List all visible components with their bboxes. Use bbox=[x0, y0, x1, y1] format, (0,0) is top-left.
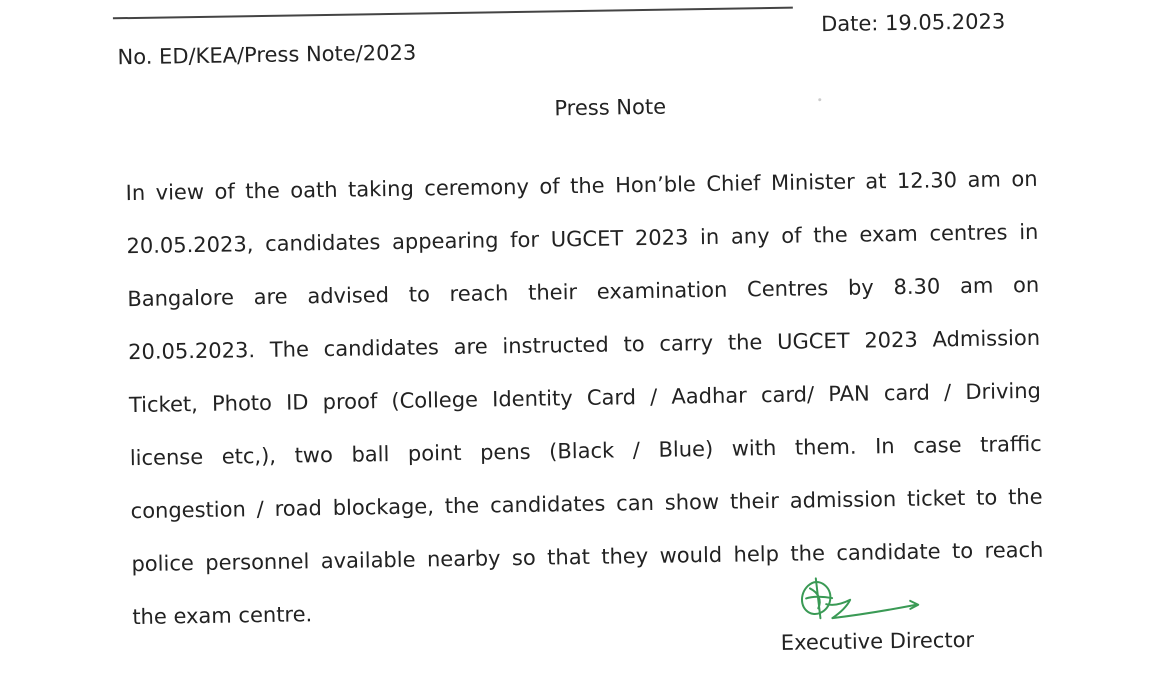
body-line: 20.05.2023, candidates appearing for UGCET 2023 in any of the exam centres in bbox=[126, 219, 1039, 259]
page-title: Press Note bbox=[554, 94, 667, 121]
reference-number: No. ED/KEA/Press Note/2023 bbox=[117, 40, 417, 70]
body-line: 20.05.2023. The candidates are instructed to carry the UGCET 2023 Admission bbox=[127, 325, 1041, 365]
body-line: the exam centre. bbox=[132, 602, 313, 630]
handwritten-signature bbox=[792, 573, 933, 635]
body-line: In view of the oath taking ceremony of the Hon’ble Chief Minister at 12.30 am on bbox=[125, 166, 1038, 206]
top-rule bbox=[113, 7, 793, 20]
press-note-body bbox=[125, 153, 1044, 644]
body-line: Ticket, Photo ID proof (College Identity Card / Aadhar card/ PAN card / Driving bbox=[128, 378, 1042, 418]
issue-date: Date: 19.05.2023 bbox=[820, 9, 1006, 37]
paper-speck bbox=[818, 98, 821, 101]
body-line: Bangalore are advised to reach their examination Centres by 8.30 am on bbox=[127, 272, 1040, 312]
body-line: license etc,), two ball point pens (Black / Blue) with them. In case traffic bbox=[129, 431, 1042, 471]
body-line: police personnel available nearby so that they would help the candidate to reach bbox=[131, 537, 1044, 577]
signatory-title: Executive Director bbox=[780, 627, 975, 655]
body-line: congestion / road blockage, the candidates can show their admission ticket to the bbox=[130, 484, 1043, 524]
